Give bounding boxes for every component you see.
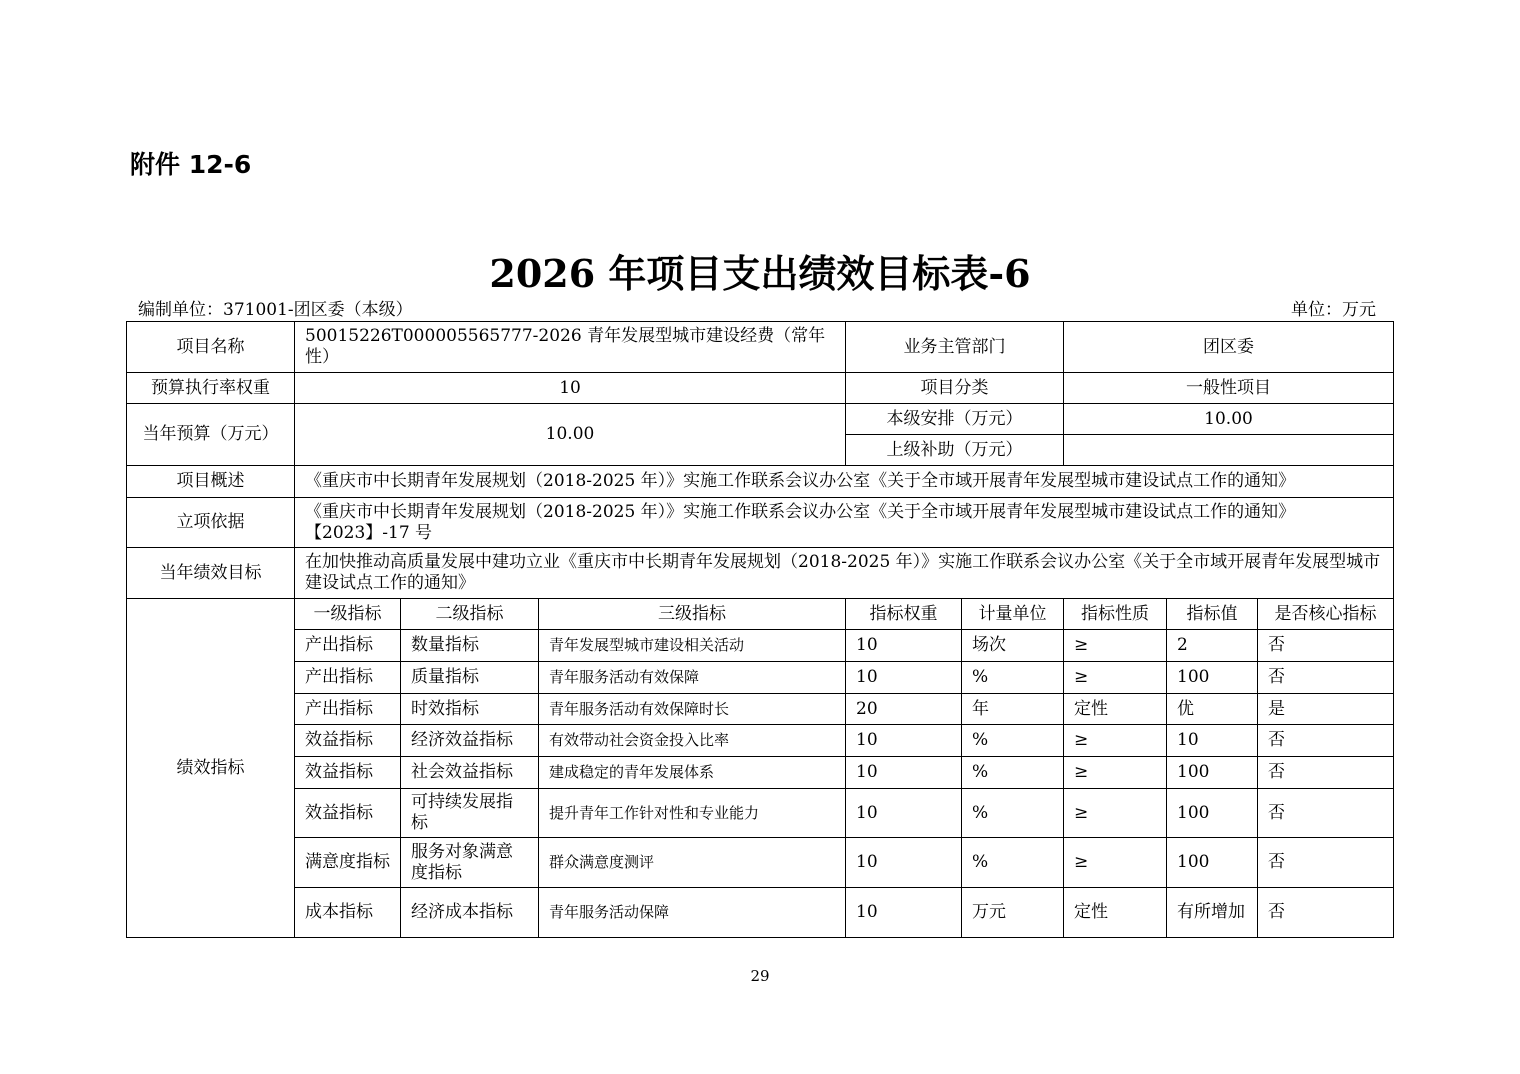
level3-cell: 群众满意度测评 <box>539 838 846 888</box>
goal-value: 在加快推动高质量发展中建功立业《重庆市中长期青年发展规划（2018-2025 年）》实施工作联系会议办公室《关于全市域开展青年发展型城市建设试点工作的通知》 <box>295 548 1394 599</box>
nature-cell: ≥ <box>1064 789 1167 838</box>
unit-cell: 万元 <box>962 888 1064 938</box>
core-cell: 否 <box>1258 789 1394 838</box>
nature-cell: ≥ <box>1064 662 1167 694</box>
table-row <box>127 725 1394 757</box>
nature-cell: ≥ <box>1064 757 1167 789</box>
core-cell: 否 <box>1258 662 1394 694</box>
project-name-row <box>127 322 1394 373</box>
header-cell: 三级指标 <box>539 599 846 630</box>
header-cell: 指标权重 <box>846 599 962 630</box>
nature-cell: ≥ <box>1064 630 1167 662</box>
unit-cell: % <box>962 662 1064 694</box>
level2-cell: 社会效益指标 <box>401 757 539 789</box>
level2-cell: 时效指标 <box>401 694 539 725</box>
upper-label: 上级补助（万元） <box>846 435 1064 466</box>
core-cell: 否 <box>1258 725 1394 757</box>
core-cell: 是 <box>1258 694 1394 725</box>
overview-value: 《重庆市中长期青年发展规划（2018-2025 年）》实施工作联系会议办公室《关于全市域开展青年发展型城市建设试点工作的通知》 <box>295 466 1394 498</box>
nature-cell: ≥ <box>1064 725 1167 757</box>
level1-cell: 效益指标 <box>295 757 401 789</box>
currency-unit: 单位：万元 <box>1291 300 1376 320</box>
table-row <box>127 757 1394 789</box>
core-cell: 否 <box>1258 757 1394 789</box>
core-cell: 否 <box>1258 630 1394 662</box>
level1-cell: 成本指标 <box>295 888 401 938</box>
weight-cell: 10 <box>846 662 962 694</box>
table-row <box>127 888 1394 938</box>
indicator-header-row <box>127 599 1394 630</box>
level1-cell: 效益指标 <box>295 789 401 838</box>
level1-cell: 产出指标 <box>295 694 401 725</box>
table-row <box>127 838 1394 888</box>
local-label: 本级安排（万元） <box>846 404 1064 435</box>
exec-weight-row <box>127 373 1394 404</box>
weight-cell: 10 <box>846 789 962 838</box>
level2-cell: 数量指标 <box>401 630 539 662</box>
value-cell: 100 <box>1167 662 1258 694</box>
compiler-unit: 编制单位：371001-团区委（本级） <box>138 300 413 320</box>
attachment-label: 附件 12-6 <box>130 150 252 179</box>
nature-cell: 定性 <box>1064 694 1167 725</box>
unit-cell: % <box>962 838 1064 888</box>
budget-row <box>127 404 1394 435</box>
unit-cell: % <box>962 757 1064 789</box>
weight-cell: 10 <box>846 757 962 789</box>
weight-cell: 10 <box>846 838 962 888</box>
performance-table <box>126 321 1394 938</box>
header-cell: 指标性质 <box>1064 599 1167 630</box>
core-cell: 否 <box>1258 888 1394 938</box>
value-cell: 有所增加 <box>1167 888 1258 938</box>
level3-cell: 青年服务活动有效保障时长 <box>539 694 846 725</box>
page-title: 2026 年项目支出绩效目标表-6 <box>489 251 1031 296</box>
level1-cell: 产出指标 <box>295 630 401 662</box>
dept-label: 业务主管部门 <box>846 322 1064 373</box>
unit-cell: 年 <box>962 694 1064 725</box>
value-cell: 100 <box>1167 789 1258 838</box>
header-cell: 是否核心指标 <box>1258 599 1394 630</box>
basis-row <box>127 498 1394 548</box>
level3-cell: 有效带动社会资金投入比率 <box>539 725 846 757</box>
level1-cell: 产出指标 <box>295 662 401 694</box>
level2-cell: 质量指标 <box>401 662 539 694</box>
level3-cell: 青年服务活动有效保障 <box>539 662 846 694</box>
upper-value <box>1064 435 1394 466</box>
table-row <box>127 662 1394 694</box>
unit-cell: 场次 <box>962 630 1064 662</box>
header-cell: 计量单位 <box>962 599 1064 630</box>
basis-value: 《重庆市中长期青年发展规划（2018-2025 年）》实施工作联系会议办公室《关于全市域开展青年发展型城市建设试点工作的通知》【2023】-17 号 <box>295 498 1394 548</box>
value-cell: 100 <box>1167 838 1258 888</box>
dept-value: 团区委 <box>1064 322 1394 373</box>
category-label: 项目分类 <box>846 373 1064 404</box>
value-cell: 100 <box>1167 757 1258 789</box>
nature-cell: ≥ <box>1064 838 1167 888</box>
project-name-label: 项目名称 <box>127 322 295 373</box>
budget-label: 当年预算（万元） <box>127 404 295 466</box>
unit-cell: % <box>962 789 1064 838</box>
exec-weight-value: 10 <box>295 373 846 404</box>
level3-cell: 青年服务活动保障 <box>539 888 846 938</box>
value-cell: 2 <box>1167 630 1258 662</box>
nature-cell: 定性 <box>1064 888 1167 938</box>
level2-cell: 服务对象满意度指标 <box>401 838 539 888</box>
header-cell: 一级指标 <box>295 599 401 630</box>
level2-cell: 经济效益指标 <box>401 725 539 757</box>
table-row <box>127 630 1394 662</box>
weight-cell: 10 <box>846 888 962 938</box>
budget-value: 10.00 <box>295 404 846 466</box>
exec-weight-label: 预算执行率权重 <box>127 373 295 404</box>
overview-row <box>127 466 1394 498</box>
goal-row <box>127 548 1394 599</box>
table-row <box>127 694 1394 725</box>
level3-cell: 青年发展型城市建设相关活动 <box>539 630 846 662</box>
weight-cell: 10 <box>846 725 962 757</box>
value-cell: 10 <box>1167 725 1258 757</box>
goal-label: 当年绩效目标 <box>127 548 295 599</box>
level3-cell: 提升青年工作针对性和专业能力 <box>539 789 846 838</box>
level2-cell: 可持续发展指标 <box>401 789 539 838</box>
local-value: 10.00 <box>1064 404 1394 435</box>
value-cell: 优 <box>1167 694 1258 725</box>
header-cell: 指标值 <box>1167 599 1258 630</box>
basis-label: 立项依据 <box>127 498 295 548</box>
indicators-section-label: 绩效指标 <box>127 599 295 938</box>
weight-cell: 20 <box>846 694 962 725</box>
header-cell: 二级指标 <box>401 599 539 630</box>
table-row <box>127 789 1394 838</box>
level3-cell: 建成稳定的青年发展体系 <box>539 757 846 789</box>
level1-cell: 满意度指标 <box>295 838 401 888</box>
level2-cell: 经济成本指标 <box>401 888 539 938</box>
level1-cell: 效益指标 <box>295 725 401 757</box>
overview-label: 项目概述 <box>127 466 295 498</box>
unit-cell: % <box>962 725 1064 757</box>
page-number: 29 <box>750 967 770 985</box>
category-value: 一般性项目 <box>1064 373 1394 404</box>
weight-cell: 10 <box>846 630 962 662</box>
core-cell: 否 <box>1258 838 1394 888</box>
project-name-value: 50015226T000005565777-2026 青年发展型城市建设经费（常年性） <box>295 322 846 373</box>
